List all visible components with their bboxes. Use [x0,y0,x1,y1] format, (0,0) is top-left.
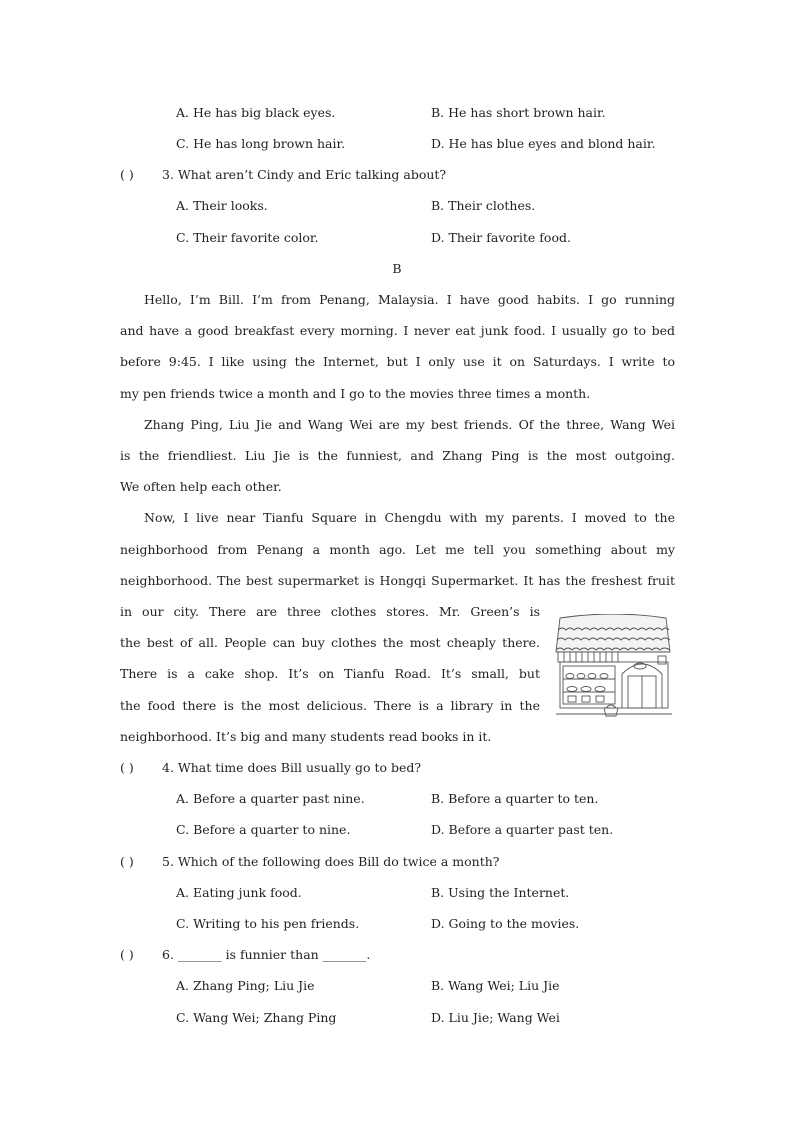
q5-option-c: C. Writing to his pen friends. [176,916,360,931]
q3-option-d: D. Their favorite food. [431,230,571,245]
passage-line: the best of all. People can buy clothes the most cheaply there. [120,635,540,650]
q4-option-d: D. Before a quarter past ten. [431,822,614,837]
passage-line: the food there is the most delicious. There is a library in the [120,698,540,713]
q6-question: 6. _______ is funnier than _______. [162,947,371,962]
q6-option-d: D. Liu Jie; Wang Wei [431,1010,560,1025]
passage-line: neighborhood from Penang a month ago. Let me tell you something about my [120,542,675,557]
q2-option-a: A. He has big black eyes. [176,105,336,120]
passage-line: There is a cake shop. It’s on Tianfu Road. It’s small, but [120,666,540,681]
passage-line: and have a good breakfast every morning. I never eat junk food. I usually go to bed [120,323,675,338]
passage-line: my pen friends twice a month and I go to the movies three times a month. [120,386,591,401]
section-heading: B [392,261,402,276]
q4-question: 4. What time does Bill usually go to bed? [162,760,422,775]
passage-line: neighborhood. It’s big and many students read books in it. [120,729,492,744]
q5-option-a: A. Eating junk food. [176,885,302,900]
q5-answer-bracket[interactable]: ( ) [120,854,134,869]
q4-option-c: C. Before a quarter to nine. [176,822,351,837]
passage-line: Hello, I’m Bill. I’m from Penang, Malaysia. I have good habits. I go running [144,292,675,307]
q2-option-c: C. He has long brown hair. [176,136,346,151]
q3-option-c: C. Their favorite color. [176,230,319,245]
q6-answer-bracket[interactable]: ( ) [120,947,134,962]
cake-shop-illustration [554,614,672,720]
q3-question: 3. What aren’t Cindy and Eric talking about? [162,167,447,182]
q4-option-a: A. Before a quarter past nine. [176,791,365,806]
q5-option-b: B. Using the Internet. [431,885,570,900]
passage-line: neighborhood. The best supermarket is Hongqi Supermarket. It has the freshest fruit [120,573,675,588]
q6-option-a: A. Zhang Ping; Liu Jie [176,978,315,993]
q3-option-a: A. Their looks. [176,198,268,213]
passage-line: We often help each other. [120,479,282,494]
q3-option-b: B. Their clothes. [431,198,536,213]
q2-option-d: D. He has blue eyes and blond hair. [431,136,656,151]
passage-line: is the friendliest. Liu Jie is the funniest, and Zhang Ping is the most outgoing. [120,448,675,463]
passage-line: Now, I live near Tianfu Square in Chengdu with my parents. I moved to the [144,510,675,525]
q4-answer-bracket[interactable]: ( ) [120,760,134,775]
q6-option-b: B. Wang Wei; Liu Jie [431,978,560,993]
q5-question: 5. Which of the following does Bill do twice a month? [162,854,500,869]
passage-line: Zhang Ping, Liu Jie and Wang Wei are my best friends. Of the three, Wang Wei [144,417,675,432]
q3-answer-bracket[interactable]: ( ) [120,167,134,182]
passage-line: in our city. There are three clothes stores. Mr. Green’s is [120,604,540,619]
q4-option-b: B. Before a quarter to ten. [431,791,599,806]
q5-option-d: D. Going to the movies. [431,916,580,931]
passage-line: before 9:45. I like using the Internet, but I only use it on Saturdays. I write to [120,354,675,369]
q6-option-c: C. Wang Wei; Zhang Ping [176,1010,337,1025]
q2-option-b: B. He has short brown hair. [431,105,606,120]
